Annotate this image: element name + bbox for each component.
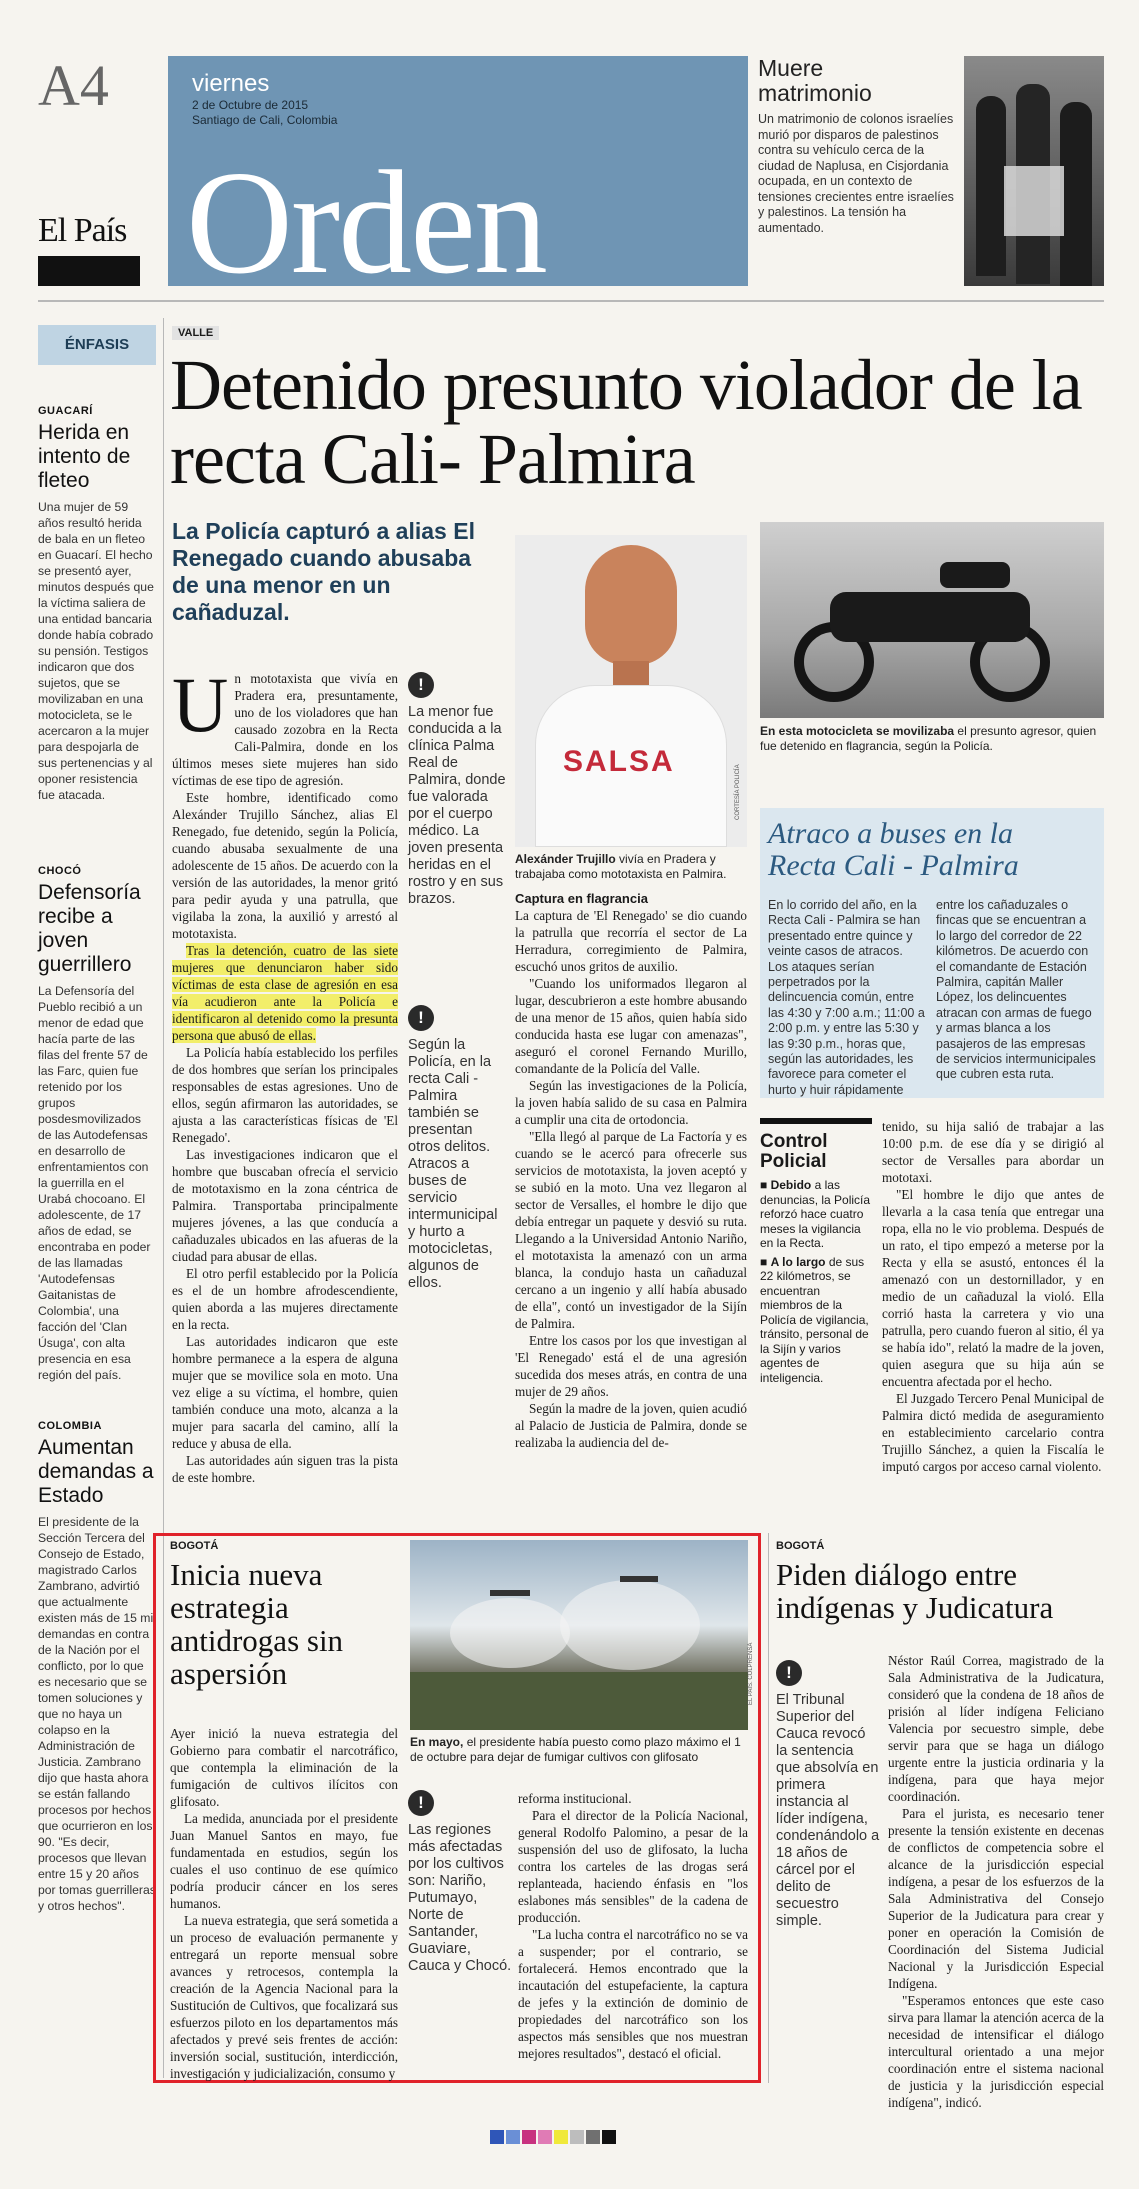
registration-swatch	[506, 2130, 520, 2144]
top-story-body: Un matrimonio de colonos israelíes murió por disparos de palestinos contra su vehículo cerca de la ciudad de Naplusa, en Cisjordania ocupada, en un contexto de tensiones crecientes entre israelíes y palestinos. La tensión ha aumentado.	[758, 112, 954, 235]
col1-p4: La Policía había establecido los perfiles de dos hombres que serían los principales responsables de estas agresiones. Uno de ellos, según afirmaron las autoridades, se ajusta a las características físicas de 'El Renegado'.	[172, 1045, 398, 1145]
brief-body: Una mujer de 59 años resultó herida de bala en un fleteo en Guacarí. El hecho se presentó ayer, minutos después que la víctima saliera de una entidad bancaria donde había cobrado su pensión. Testigos indicaron que dos sujetos, que se movilizaban en una motocicleta, se le acercaron a la mujer para despojarla de sus pertenencias y al oponer resistencia fue atacada.	[38, 500, 154, 802]
registration-swatch	[538, 2130, 552, 2144]
brief-title: Herida en intento de fleteo	[38, 421, 131, 492]
plane-photo-credit: EL PAÍS. COLPRENSA	[748, 1642, 754, 1705]
sidebar-brief-3	[38, 1420, 156, 1914]
top-story-title: Muere matrimonio	[758, 55, 872, 106]
dialogo-p1: Néstor Raúl Correa, magistrado de la Sala Administrativa de la Judicatura, consideró que la condena de 18 años de prisión al líder indígena Feliciano Valencia por secuestro simple, debe servir para que se haga un diálogo urgente entre la justicia ordinaria y la indígena, para que haya mejor coordinación.	[888, 1653, 1104, 1804]
brief-body: La Defensoría del Pueblo recibió a un menor de edad que hacía parte de las filas del frente 57 de las Farc, quien fue retenido por los grupos posdesmovilizados de las Autodefensas en desarrollo de enfrentamientos con la guerrilla en el Urabá chocoano. El adolescente, de 17 años de edad, se encontraba en poder de las llamadas 'Autodefensas Gaitanistas de Colombia', una facción del 'Clan Úsuga', con alta presencia en esa región del país.	[38, 984, 151, 1382]
dialogo-p3: "Esperamos entonces que este caso sirva para llamar la atención acerca de la necesidad de intensificar el diálogo intercultural orientado a una mejor coordinación entre el sistema nacional de justicia y la jurisdicción especial indígena", indicó.	[888, 1993, 1104, 2110]
dialogo-kicker: BOGOTÁ	[776, 1540, 825, 1552]
caption-bold: En esta motocicleta se movilizaba	[760, 724, 955, 738]
top-story-photo	[964, 56, 1104, 286]
note-text: El Tribunal Superior del Cauca revocó la sentencia que absolvía en primera instancia al líder indígena, condenándolo a 18 años de cárcel por el delito de secuestro simple.	[776, 1692, 880, 1929]
highlighted-text: Tras la detención, cuatro de las siete mujeres que denunciaron haber sido víctimas de esta clase de agresión en esa vía acudieron ante la Policía e identificaron al detenido como la presunta persona que abusó de ellas.	[172, 943, 398, 1043]
main-deck: La Policía capturó a alias El Renegado cuando abusaba de una menor en un cañaduzal.	[172, 518, 475, 625]
antidrogas-p5: Para el director de la Policía Nacional, general Rodolfo Palomino, a pesar de la suspensión del uso de glifosato, la lucha contra los carteles de las drogas será replanteada, haciendo énfasis en "los eslabones más sensibles" de la cadena de producción.	[518, 1808, 748, 1925]
col2-p1: La captura de 'El Renegado' se dio cuando la patrulla que recorría el sector de La Herradura, corregimiento de Palmira, escuchó unos gritos de auxilio.	[515, 908, 747, 974]
control-box	[760, 1118, 872, 1385]
banner-city: Santiago de Cali, Colombia	[192, 113, 338, 127]
note-text: La menor fue conducida a la clínica Palma Real de Palmira, donde fue valorada por el cuerpo médico. La joven presenta heridas en el rostro y en sus brazos.	[408, 704, 506, 907]
control-item-2-bold: A lo largo	[770, 1254, 826, 1269]
exclamation-icon: !	[408, 1790, 434, 1816]
section-title: Orden	[186, 141, 546, 286]
photo1-credit: CORTESÍA POLICÍA	[735, 764, 741, 820]
brief-body: El presidente de la Sección Tercera del Consejo de Estado, magistrado Carlos Zambrano, advirtió que actualmente existen más de 15 mil demandas en contra de la Nación por el conflicto, por lo que es necesario que se tomen soluciones y que no haya un colapso en la Administración de Justicia. Zambrano dijo que hasta ahora se están fallando procesos por hechos que ocurrieron en los 90. "Es decir, procesos que llevan entre 15 y 20 años por tomas guerrilleras y otros hechos".	[38, 1515, 156, 1913]
main-col-2	[515, 890, 747, 1451]
atraco-box	[760, 808, 1104, 1098]
antidrogas-p3: La nueva estrategia, que será sometida a un proceso de evaluación permanente y entregará un reporte mensual sobre avances y retrocesos, contempla la creación de la Agencia Nacional para la Sustitución de Cultivos, que focalizará sus esfuerzos piloto en los departamentos más afectados y prevé seis frentes de acción: inversión social, sustitución, interdicción, investigación y judicialización, consumo y	[170, 1913, 398, 2081]
bullet-icon: ■	[760, 1178, 771, 1192]
caption-text: el presidente había puesto como plazo máximo el 1 de octubre para dejar de fumigar cultivos con glifosato	[410, 1735, 741, 1764]
col2-p3: Según las investigaciones de la Policía, la joven había salido de su casa en Palmira a cumplir una cita de ortodoncia.	[515, 1078, 747, 1127]
col1-p5: Las investigaciones indicaron que el hombre que buscaban ofrecía el servicio de mototaxismo en la zona céntrica de Palmira. Transportaba principalmente mujeres jóvenes, a las que conducía a cañaduzales ubicados en las afueras de la ciudad para abusar de ellas.	[172, 1147, 398, 1264]
header-divider	[38, 300, 1104, 302]
registration-swatch	[490, 2130, 504, 2144]
main-headline: Detenido presunto violador de la recta Cali- Palmira	[170, 345, 1082, 499]
note-text: Según la Policía, en la recta Cali - Palmira también se presentan otros delitos. Atracos a buses de servicio intermunicipal y hurto a motocicletas, algunos de ellos.	[408, 1037, 498, 1291]
antidrogas-col-1	[170, 1725, 398, 2082]
side-note-2	[408, 1005, 508, 1292]
antidrogas-headline: Inicia nueva estrategia antidrogas sin aspersión	[170, 1557, 344, 1691]
motorcycle-photo	[760, 522, 1104, 718]
exclamation-icon: !	[776, 1660, 802, 1686]
banner-day: viernes	[192, 70, 270, 97]
subhead-capture: Captura en flagrancia	[515, 891, 648, 906]
col2-p2: "Cuando los uniformados llegaron al lugar, descubrieron a este hombre abusando de una menor de 15 años, quien había sido conducida hasta ese lugar con amenazas", aseguró el coronel Fernando Murillo, comandante de la Policía del Valle.	[515, 976, 747, 1076]
antidrogas-p6: "La lucha contra el narcotráfico no se va a suspender; por el contrario, se fortalecerá. Hemos encontrado que la incautación del estupefaciente, la captura de jefes y la extinción de dominio de propiedades del narcotráfico son los aspectos más sensibles que nos muestran mejores resultados", destacó el oficial.	[518, 1927, 748, 2061]
brief-kicker: CHOCÓ	[38, 865, 82, 877]
enfasis-label: ÉNFASIS	[38, 325, 156, 365]
exclamation-icon: !	[408, 672, 434, 698]
control-title: Control Policial	[760, 1131, 828, 1172]
antidrogas-p4: reforma institucional.	[518, 1791, 632, 1806]
bullet-icon: ■	[760, 1254, 771, 1269]
control-item-2-text: de sus 22 kilómetros, se encuentran miembros de la Policía de vigilancia, tránsito, personal de la Sijín y varios agentes de inteligencia.	[760, 1254, 869, 1385]
dialogo-p2: Para el jurista, es necesario tener presente la tensión existente en decenas de conflictos de competencia sobre el alcance de la jurisdicción especial indígena, a pesar de los esfuerzos de la Sala Administrativa del Consejo Superior de la Judicatura para crear y poner en operación la Comisión de Coordinación del Sistema Judicial Nacional y la Jurisdicción Especial Indígena.	[888, 1806, 1104, 1991]
antidrogas-p2: La medida, anunciada por el presidente Juan Manuel Santos en mayo, fue fundamentada en estudios, según los cuales el uso continuo de ese químico podría producir cáncer en los seres humanos.	[170, 1811, 398, 1911]
col2-p4: "Ella llegó al parque de La Factoría y es cuando se le acercó para ofrecerle sus servicios de mototaxista, la joven aceptó y se subió en la moto. Una vez llegaron al sector de Versalles, el hombre le dijo que debía entregar un paquete y desvió su ruta. Llegando a la Universidad Antonio Nariño, el mototaxista la amenazó con un arma blanca, la condujo hasta un cañaduzal cercano a un ingenio y allí había abusado de ella", contó un investigador de la Sijín de Palmira.	[515, 1129, 747, 1331]
caption-bold: En mayo,	[410, 1735, 464, 1749]
registration-swatch	[522, 2130, 536, 2144]
atraco-left: En lo corrido del año, en la Recta Cali - Palmira se han presentado entre quince y veinte casos de atracos. Los ataques serían perpetrados por la delincuencia común, entre las 4:30 y 7:00 a.m.; 11:00 a 2:00 p.m. y entre las 5:30 y las 9:30 p.m., horas que, según las autoridades, les favorece para cometer el hurto y huir rápidamente	[768, 898, 925, 1097]
sidebar-brief-2	[38, 865, 156, 1383]
col1-p7: Las autoridades indicaron que este hombre permanece a la espera de alguna mujer que se movilice sola en moto. Una vez elige a su víctima, el hombre, quien también conduce una moto, alcanza a la mujer para sacarla del camino, allí la reduce y abusa de ella.	[172, 1334, 398, 1451]
photo2-caption	[760, 724, 1104, 754]
drop-cap: U	[172, 661, 229, 748]
antidrogas-kicker: BOGOTÁ	[170, 1540, 219, 1552]
atraco-right: entre los cañaduzales o fincas que se encuentran a lo largo del corredor de 22 kilómetros. De acuerdo con el comandante de Estación Palmira, capitán Maller López, los delincuentes atracan con armas de fuego y armas blanca a los pasajeros de las empresas de servicios intermunicipales que cubren esta ruta.	[936, 898, 1096, 1082]
plane-photo-caption	[410, 1735, 748, 1765]
control-item-1-bold: Debido	[770, 1178, 812, 1192]
photo1-caption	[515, 852, 747, 882]
dialogo-divider	[768, 1533, 769, 2083]
brief-title: Defensoría recibe a joven guerrillero	[38, 881, 141, 976]
dialogo-col	[888, 1652, 1104, 2111]
control-item-1-text: a las denuncias, la Policía reforzó hace cuatro meses la vigilancia en la Recta.	[760, 1178, 871, 1250]
brief-kicker: COLOMBIA	[38, 1420, 102, 1432]
banner-date: 2 de Octubre de 2015	[192, 98, 309, 112]
top-story	[758, 56, 956, 286]
atraco-title: Atraco a buses en la Recta Cali - Palmira	[768, 817, 1019, 882]
brand-logo: El País	[38, 212, 127, 249]
registration-swatch	[570, 2130, 584, 2144]
page-number: A4	[38, 53, 109, 118]
col2-p5: Entre los casos por los que investigan al 'El Renegado' está el de una agresión sucedida dos meses atrás, en contra de una mujer de 29 años.	[515, 1333, 747, 1399]
col2-p6: Según la madre de la joven, quien acudió al Palacio de Justicia de Palmira, donde se realizaba la audiencia del de-	[515, 1401, 747, 1450]
main-col-3	[882, 1118, 1104, 1475]
col3-p1: tenido, su hija salió de trabajar a las 10:00 p.m. de ese día y se dirigió al sector de Versalles para abordar un mototaxi.	[882, 1119, 1104, 1185]
note-text: Las regiones más afectadas por los cultivos son: Nariño, Putumayo, Norte de Santander, Guaviare, Cauca y Chocó.	[408, 1822, 512, 1974]
side-note-1	[408, 672, 508, 908]
col1-highlight	[172, 942, 398, 1044]
dialogo-headline: Piden diálogo entre indígenas y Judicatura	[776, 1557, 1054, 1625]
col1-p2: Este hombre, identificado como Alexánder Trujillo Sánchez, alias El Renegado, fue detenido, según la Policía, cuando abusaba sexualmente de una adolescente de 15 años. De acuerdo con la versión de las autoridades, la menor gritó para pedir ayuda y una patrulla, que vigilaba la zona, la auxilió y arrestó al mototaxista.	[172, 790, 398, 941]
control-item-2	[760, 1255, 872, 1386]
col3-p2: "El hombre le dijo que antes de llevarla a la casa tenía que entregar una ropa, ella no le vio problema. Después de un rato, el tipo empezó a meterse por la Recta y ella se asustó, entonces él la amenazó con un destornillador, y en medio de un cañaduzal la violó. Ella corrió hasta la carretera y vio una patrulla, pero cuando fueron al sitio, él ya se había ido", relató la madre de la joven, quien asegura que su hija aún se encuentra afectada por el hecho.	[882, 1187, 1104, 1389]
color-registration-bar	[490, 2130, 650, 2146]
main-kicker: VALLE	[172, 326, 219, 340]
registration-swatch	[586, 2130, 600, 2144]
dialogo-note	[776, 1660, 880, 1930]
brand-underbar	[38, 256, 140, 286]
plane-photo	[410, 1540, 748, 1730]
col3-p3: El Juzgado Tercero Penal Municipal de Palmira dictó medida de aseguramiento en establecimiento carcelario contra Trujillo Sánchez, a quien la Fiscalía le imputó cargos por acceso carnal violento.	[882, 1391, 1104, 1474]
antidrogas-p1: Ayer inició la nueva estrategia del Gobierno para combatir el narcotráfico, que contempla la eliminación de la fumigación de cultivos ilícitos con glifosato.	[170, 1726, 398, 1809]
shirt-print: SALSA	[563, 745, 675, 778]
registration-swatch	[602, 2130, 616, 2144]
col1-p6: El otro perfil establecido por la Policía es el de un hombre afrodescendiente, quien aborda a las mujeres directamente en la recta.	[172, 1266, 398, 1332]
brief-kicker: GUACARÍ	[38, 405, 93, 417]
sidebar-brief-1	[38, 405, 156, 803]
caption-text: vivía en Pradera y trabajaba como mototaxista en Palmira.	[515, 852, 727, 881]
section-banner	[168, 56, 748, 286]
brief-title: Aumentan demandas a Estado	[38, 1436, 154, 1507]
exclamation-icon: !	[408, 1005, 434, 1031]
control-item-1	[760, 1178, 872, 1251]
caption-bold: Alexánder Trujillo	[515, 852, 616, 866]
col1-p8: Las autoridades aún siguen tras la pista de este hombre.	[172, 1453, 398, 1485]
caption-text: el presunto agresor, quien fue detenido en flagrancia, según la Policía.	[760, 724, 1097, 753]
main-col-1	[172, 661, 398, 1486]
col1-lead: n mototaxista que vivía en Pradera era, presuntamente, uno de los violadores que han causado zozobra en la Recta Cali-Palmira, donde en los últimos meses siete mujeres han sido víctimas de ese tipo de agresión.	[172, 671, 398, 788]
registration-swatch	[554, 2130, 568, 2144]
antidrogas-col-2	[518, 1790, 748, 2062]
antidrogas-note	[408, 1790, 512, 1975]
suspect-photo	[515, 535, 747, 847]
